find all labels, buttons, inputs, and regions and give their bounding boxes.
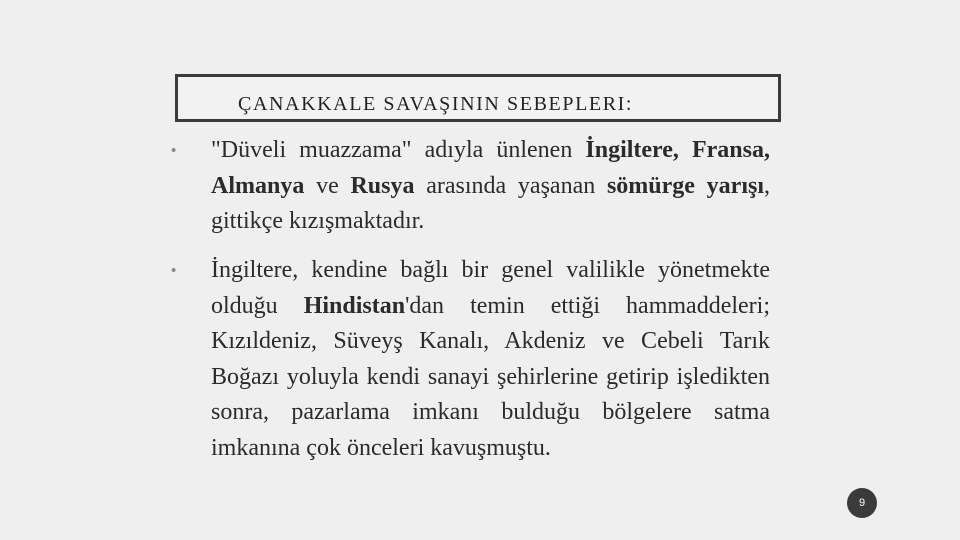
page-number-badge <box>847 488 877 518</box>
bullet-dot-icon: • <box>171 262 177 279</box>
bullet-1-part-5: sömürge yarışı <box>606 172 764 199</box>
bullet-2-part-0: İngiltere, kendine bağlı bir genel valilikle yönetmekte olduğu <box>211 257 770 319</box>
bullet-1-part-6: , gittikçe kızışmaktadır. <box>211 172 770 234</box>
bullet-1-part-2: ve <box>304 172 351 199</box>
bullet-1-part-3: Rusya <box>350 172 415 199</box>
page-number: 9 <box>858 497 866 509</box>
slide-title: ÇANAKKALE SAVAŞININ SEBEPLERI: <box>238 93 634 115</box>
bullet-item-1 <box>171 133 770 240</box>
bullet-1-part-0: "Düveli muazzama" adıyla ünlenen <box>211 137 586 163</box>
bullet-1-part-1: İngiltere, Fransa, Almanya <box>211 137 770 199</box>
bullet-item-2 <box>171 253 770 466</box>
bullet-2-part-2: 'dan temin ettiği hammaddeleri; Kızıldeniz, Süveyş Kanalı, Akdeniz ve Cebeli Tarık Boğazı yoluyla kendi sanayi şehirlerine getirip işledikten sonra, pazarlama imkanı bulduğu bölgelere satma imkanına çok önceleri kavuşmuştu. <box>211 292 770 461</box>
bullet-dot-icon: • <box>171 142 177 159</box>
title-box <box>175 74 781 122</box>
bullet-1-part-4: arasında yaşanan <box>414 172 607 199</box>
bullet-2-part-1: Hindistan <box>303 292 406 319</box>
